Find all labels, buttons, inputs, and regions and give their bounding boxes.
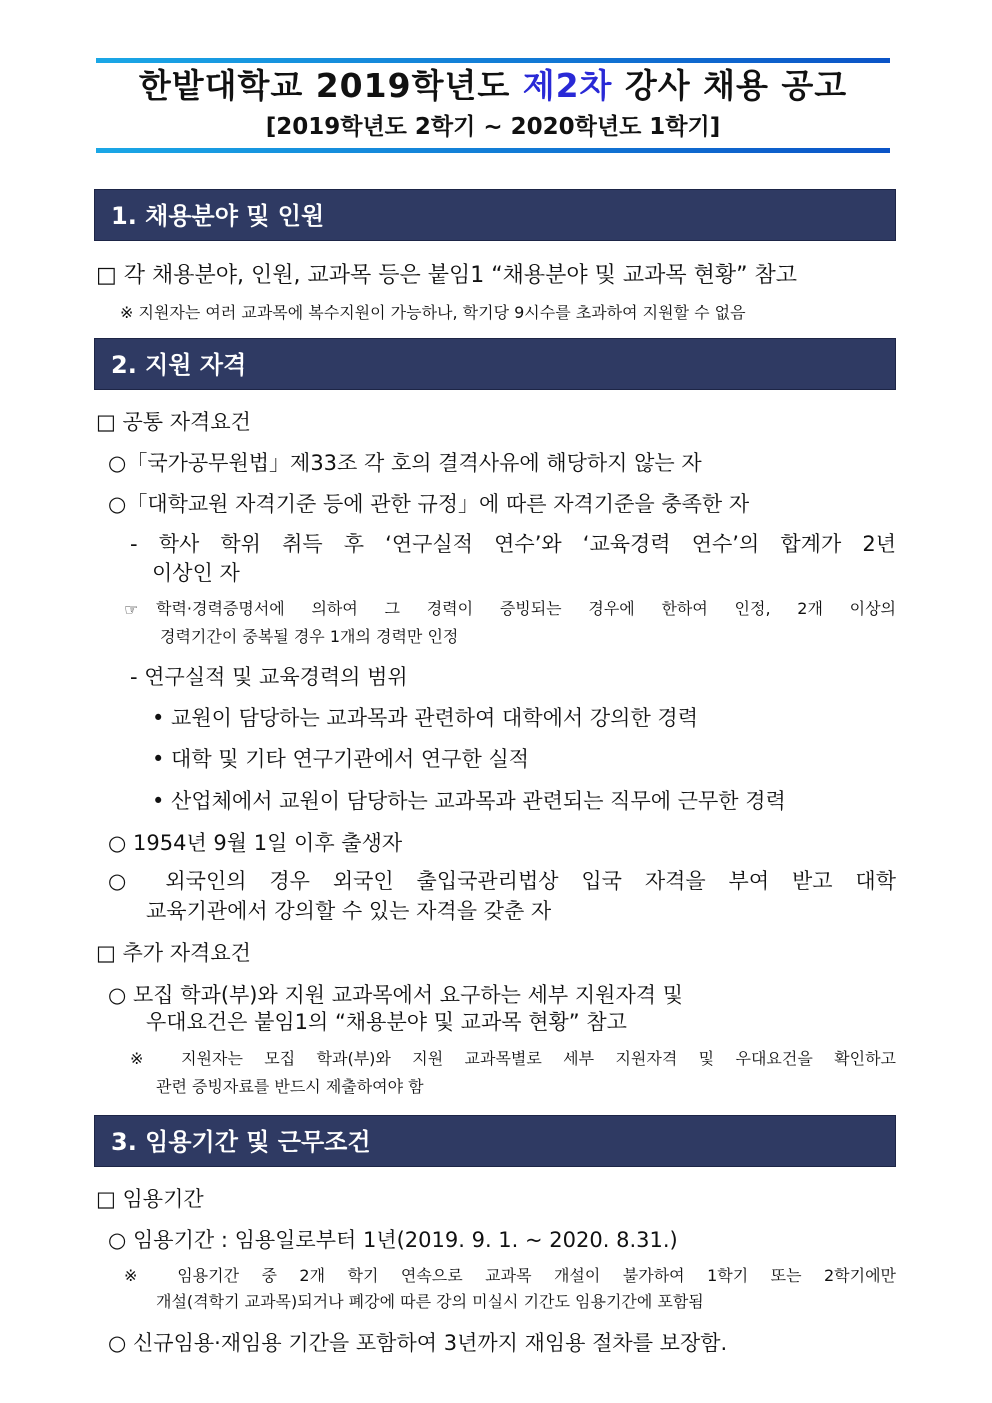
s2-common-item-4-line1: ○ 외국인의 경우 외국인 출입국관리법상 입국 자격을 부여 받고 대학	[108, 869, 896, 893]
section-heading-1: 1. 채용분야 및 인원	[94, 189, 896, 241]
s3-period-note-line2: 개설(격학기 교과목)되거나 폐강에 따른 강의 미실시 기간도 임용기간에 포함됨	[156, 1292, 704, 1311]
title-bottom-rule	[96, 148, 890, 153]
s2-common-item-2: ○「대학교원 자격기준 등에 관한 규정」에 따른 자격기준을 충족한 자	[108, 492, 750, 516]
s3-period-header: □ 임용기간	[96, 1187, 204, 1211]
s2-additional-item-line1: ○ 모집 학과(부)와 지원 교과목에서 요구하는 세부 지원자격 및	[108, 983, 683, 1007]
s2-common-item-4-line2: 교육기관에서 강의할 수 있는 자격을 갖춘 자	[146, 899, 552, 923]
s3-period-note-line1: ※ 임용기간 중 2개 학기 연속으로 교과목 개설이 불가하여 1학기 또는 2학기에만	[124, 1266, 896, 1285]
s1-item: □ 각 채용분야, 인원, 교과목 등은 붙임1 “채용분야 및 교과목 현황” 참고	[96, 263, 798, 288]
page-title: 한밭대학교 2019학년도 제2차 강사 채용 공고	[138, 66, 848, 105]
s2-note-line1: 학력·경력증명서에 의하여 그 경력이 증빙되는 경우에 한하여 인정, 2개 이상의	[156, 599, 896, 618]
s2-common-item-1: ○「국가공무원법」제33조 각 호의 결격사유에 해당하지 않는 자	[108, 451, 702, 475]
s2-detail-1-line2: 이상인 자	[152, 561, 240, 585]
s2-common-header: □ 공통 자격요건	[96, 410, 251, 434]
s2-additional-note-line2: 관련 증빙자료를 반드시 제출하여야 함	[156, 1077, 424, 1096]
s2-bullet-2: • 대학 및 기타 연구기관에서 연구한 실적	[152, 747, 530, 771]
hand-pointer-icon: ☞	[124, 600, 139, 619]
s2-bullet-1: • 교원이 담당하는 교과목과 관련하여 대학에서 강의한 경력	[152, 706, 698, 730]
s2-additional-note-line1: ※ 지원자는 모집 학과(부)와 지원 교과목별로 세부 지원자격 및 우대요건을 확인하고	[130, 1049, 896, 1068]
s2-common-item-3: ○ 1954년 9월 1일 이후 출생자	[108, 831, 403, 855]
section-heading-3: 3. 임용기간 및 근무조건	[94, 1115, 896, 1167]
page-subtitle: [2019학년도 2학기 ~ 2020학년도 1학기]	[265, 114, 721, 140]
s3-period-item-1: ○ 임용기간 : 임용일로부터 1년(2019. 9. 1. ~ 2020. 8.31.)	[108, 1228, 678, 1252]
s2-additional-item-line2: 우대요건은 붙임1의 “채용분야 및 교과목 현황” 참고	[146, 1010, 627, 1034]
section-heading-2: 2. 지원 자격	[94, 338, 896, 390]
s2-detail-2: - 연구실적 및 교육경력의 범위	[130, 665, 408, 689]
s2-additional-header: □ 추가 자격요건	[96, 941, 251, 965]
s2-detail-1-line1: - 학사 학위 취득 후 ‘연구실적 연수’와 ‘교육경력 연수’의 합계가 2년	[130, 532, 896, 556]
s2-bullet-3: • 산업체에서 교원이 담당하는 교과목과 관련되는 직무에 근무한 경력	[152, 789, 786, 813]
s3-period-item-2: ○ 신규임용·재임용 기간을 포함하여 3년까지 재임용 절차를 보장함.	[108, 1331, 728, 1355]
s1-note: ※ 지원자는 여러 교과목에 복수지원이 가능하나, 학기당 9시수를 초과하여 지원할 수 없음	[120, 303, 746, 322]
s2-note-line2: 경력기간이 중복될 경우 1개의 경력만 인정	[160, 627, 459, 646]
